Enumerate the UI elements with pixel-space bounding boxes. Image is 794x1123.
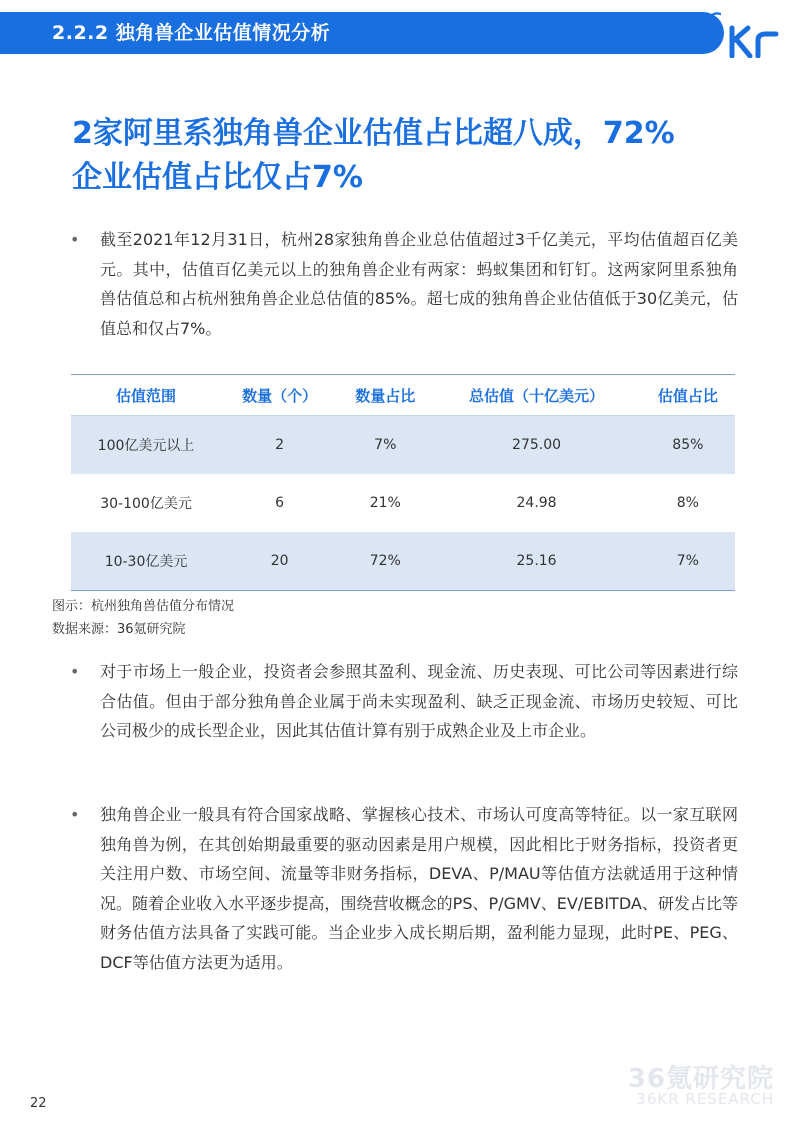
bullet-text: 独角兽企业一般具有符合国家战略、掌握核心技术、市场认可度高等特征。以一家互联网独角兽为例，在其创始期最重要的驱动因素是用户规模，因此相比于财务指标，投资者更关注用户数、市场空间、流量等非财务指标，DEVA、P/MAU等估值方法就适用于这种情况。随着企业收入水平逐步提高，围绕营收概念的PS、P/GMV、EV/EBITDA、研发占比等财务估值方法具备了实践可能。当企业步入成长期后期，盈利能力显现，此时PE、PEG、DCF等估值方法更为适用。 — [100, 805, 738, 972]
watermark-cn: 36氪研究院 — [627, 1064, 774, 1094]
figure-caption: 图示：杭州独角兽估值分布情况 — [52, 599, 235, 614]
page-headline — [72, 112, 752, 200]
36kr-logo — [686, 2, 786, 58]
table-cell: 24.98 — [516, 495, 557, 511]
table-cell: 2 — [221, 416, 338, 475]
bullet-dot-icon: • — [70, 805, 80, 824]
bullet-paragraph-1 — [70, 225, 738, 343]
svg-text:36: 36 — [688, 8, 723, 39]
page-number: 22 — [30, 1096, 47, 1111]
table-cell: 100亿美元以上 — [71, 416, 221, 475]
table-row — [71, 532, 735, 590]
bullet-dot-icon: • — [70, 230, 80, 249]
section-header-bar — [0, 12, 724, 54]
table-header-row — [71, 375, 735, 416]
table-row — [71, 416, 735, 475]
table-cell: 8% — [676, 495, 699, 511]
table-cell: 7% — [641, 532, 735, 590]
table-cell: 21% — [369, 495, 401, 511]
table-cell: 85% — [641, 416, 735, 475]
table-header-cell: 数量（个） — [221, 375, 338, 416]
table-cell: 275.00 — [432, 416, 640, 475]
table-cell: 6 — [275, 495, 285, 511]
bullet-text: 对于市场上一般企业，投资者会参照其盈利、现金流、历史表现、可比公司等因素进行综合估值。但由于部分独角兽企业属于尚未实现盈利、缺乏正现金流、市场历史较短、可比公司极少的成长型企业，因此其估值计算有别于成熟企业及上市企业。 — [100, 662, 738, 740]
section-title: 2.2.2 独角兽企业估值情况分析 — [52, 22, 331, 44]
table-cell: 7% — [338, 416, 432, 475]
table-header-cell: 估值范围 — [71, 375, 221, 416]
bullet-dot-icon: • — [70, 662, 80, 681]
bullet-paragraph-2 — [70, 657, 738, 746]
table-cell: 10-30亿美元 — [71, 532, 221, 590]
table-cell: 25.16 — [432, 532, 640, 590]
table-cell: 30-100亿美元 — [100, 496, 192, 512]
headline-line-1: 2家阿里系独角兽企业估值占比超八成，72% — [72, 116, 675, 151]
table-header-cell: 总估值（十亿美元） — [432, 375, 640, 416]
valuation-table — [71, 374, 735, 591]
watermark-en: 36KR RESEARCH — [636, 1090, 774, 1108]
headline-line-2: 企业估值占比仅占7% — [72, 160, 363, 195]
table-header-cell: 数量占比 — [338, 375, 432, 416]
data-source-caption: 数据来源：36氪研究院 — [52, 622, 186, 637]
table-cell: 20 — [221, 532, 338, 590]
table-cell: 72% — [338, 532, 432, 590]
table-row — [71, 474, 735, 532]
table-header-cell: 估值占比 — [641, 375, 735, 416]
bullet-paragraph-3 — [70, 800, 738, 977]
bullet-text: 截至2021年12月31日，杭州28家独角兽企业总估值超过3千亿美元，平均估值超百亿美元。其中，估值百亿美元以上的独角兽企业有两家：蚂蚁集团和钉钉。这两家阿里系独角兽估值总和占杭州独角兽企业总估值的85%。超七成的独角兽企业估值低于30亿美元，估值总和仅占7%。 — [100, 230, 738, 338]
